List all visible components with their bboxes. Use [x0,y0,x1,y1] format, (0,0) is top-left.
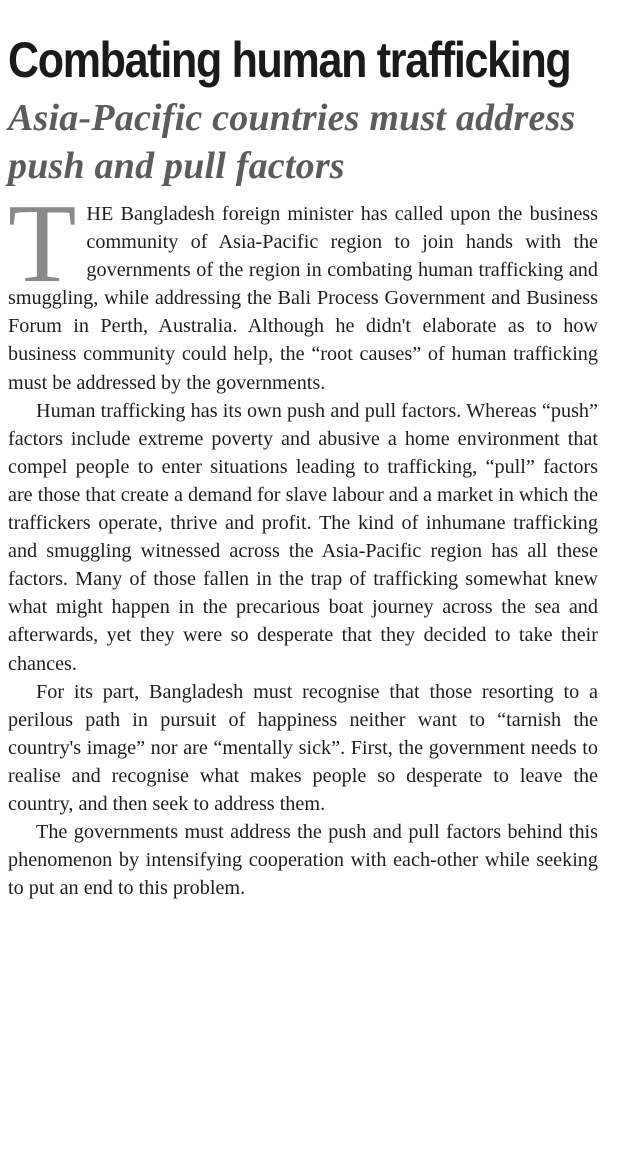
paragraph-1 [8,182,598,397]
paragraph-1-text: HE Bangladesh foreign minister has called upon the business community of Asia-Pacific region to join hands with the governments of the region in combating human trafficking and smuggling, while addressing the Bali Process Government and Business Forum in Perth, Australia. Although he didn't elaborate as to how business community could help, the “root causes” of human trafficking must be addressed by the governments. [8,203,598,394]
editorial-article [8,30,598,902]
article-headline: Combating human trafficking [8,32,571,88]
article-body [8,182,598,902]
drop-cap: T [8,182,77,306]
paragraph-2: Human trafficking has its own push and pull factors. Whereas “push” factors include extreme poverty and abusive a home environment that compel people to enter situations leading to trafficking, “pull” factors are those that create a demand for slave labour and a market in which the traffickers operate, thrive and profit. The kind of inhumane trafficking and smuggling witnessed across the Asia-Pacific region has all these factors. Many of those fallen in the trap of trafficking somewhat knew what might happen in the precarious boat journey across the sea and afterwards, yet they were so desperate that they decided to take their chances. [8,399,598,675]
article-subheadline: Asia-Pacific countries must address push and pull factors [8,97,576,187]
paragraph-3: For its part, Bangladesh must recognise that those resorting to a perilous path in pursuit of happiness neither want to “tarnish the country's image” nor are “mentally sick”. First, the government needs to realise and recognise what makes people so desperate to leave the country, and then seek to address them. [8,680,598,815]
paragraph-4: The governments must address the push and pull factors behind this phenomenon by intensifying cooperation with each-other while seeking to put an end to this problem. [8,821,598,900]
